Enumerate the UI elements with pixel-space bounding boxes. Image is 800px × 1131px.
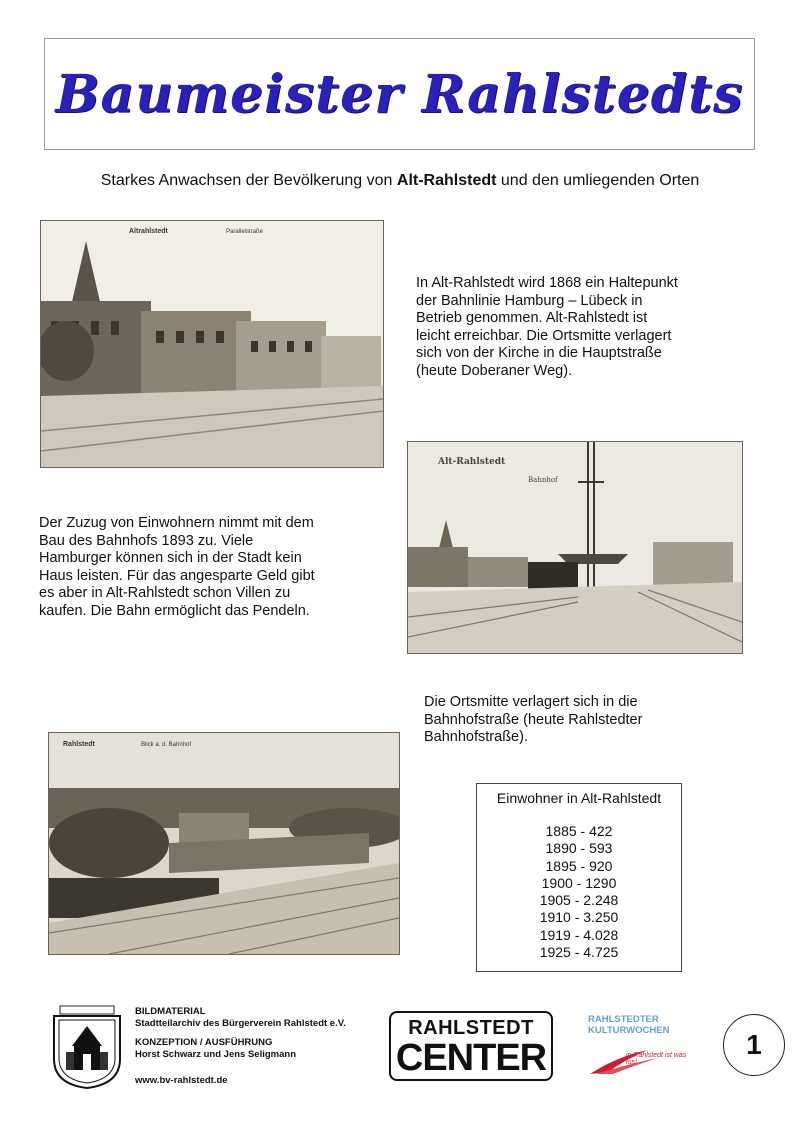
population-row: 1890 - 593 [545,840,613,857]
page-number: 1 [723,1014,785,1076]
credit-label: BILDMATERIAL [135,1006,206,1017]
website-link[interactable]: www.bv-rahlstedt.de [135,1075,228,1086]
population-row: 1900 - 1290 [541,874,617,891]
text-line: Hamburger können sich in der Stadt kein [39,550,302,566]
center-logo-bottom: CENTER [395,1037,547,1079]
text-line: Haus leisten. Für das angesparte Geld gibt [39,567,315,584]
text-line: Bau des Bahnhofs 1893 zu. Viele [39,532,254,549]
paragraph-haltepunkt [416,275,736,380]
population-row: 1905 - 2.248 [539,892,619,909]
subtitle-bold: Alt-Rahlstedt [396,172,497,189]
photo1-caption-right: Parallelstraße [226,229,264,235]
population-row: 1925 - 4.725 [539,944,619,961]
text-line: sich von der Kirche in die Hauptstraße [416,345,662,361]
page-title: Baumeister Rahlstedts [55,63,744,125]
subtitle-after: und den umliegenden Orten [496,172,700,189]
photo2-caption-right: Bahnhof [528,476,558,484]
photo-blick-bahnhof [48,732,400,955]
population-row: 1885 - 422 [545,823,613,839]
center-logo-top: RAHLSTEDT [408,1017,534,1039]
kw-slogan: in Rahlstedt ist was los! [626,1052,687,1066]
subtitle-before: Starkes Anwachsen der Bevölkerung von [100,172,397,189]
text-line: der Bahnlinie Hamburg – Lübeck in [416,292,643,309]
text-line: Bahnhofstraße). [424,729,528,745]
subtitle [0,172,800,190]
photo3-caption-left: Rahlstedt [63,741,95,748]
footer-credits [135,1006,385,1087]
text-line: (heute Doberaner Weg). [416,362,573,379]
text-line: Betrieb genommen. Alt-Rahlstedt ist [416,310,648,326]
text-line: leicht erreichbar. Die Ortsmitte verlagert [416,327,672,344]
population-table [476,783,682,972]
kw-swoosh-icon [588,1036,688,1076]
population-row: 1910 - 3.250 [539,909,619,926]
text-line: es aber in Alt-Rahlstedt schon Villen zu [39,585,291,601]
rahlstedt-center-logo [389,1011,553,1081]
credit-value: Stadtteilarchiv des Bürgerverein Rahlstedt e.V. [135,1018,346,1029]
photo2-caption-left: Alt-Rahlstedt [438,457,506,467]
text-line: In Alt-Rahlstedt wird 1868 ein Haltepunkt [416,275,678,291]
kw-line: KULTURWOCHEN [588,1025,670,1036]
photo1-caption-left: Altrahlstedt [129,228,168,235]
kulturwochen-logo [588,1014,698,1066]
paragraph-ortsmitte [424,694,724,747]
population-row: 1919 - 4.028 [539,926,619,943]
photo-parallelstrasse [40,220,384,468]
population-table-header: Einwohner in Alt-Rahlstedt [496,790,662,806]
paragraph-zuzug [39,515,359,620]
text-line: Bahnhofstraße (heute Rahlstedter [424,711,643,728]
credit-label: KONZEPTION / AUSFÜHRUNG [135,1037,273,1048]
photo3-caption-right: Blick a. d. Bahnhof [141,742,192,748]
text-line: Die Ortsmitte verlagert sich in die [424,694,638,710]
text-line: Der Zuzug von Einwohnern nimmt mit dem [39,515,314,531]
credit-value: Horst Schwarz und Jens Seligmann [135,1049,297,1060]
crest-logo [44,1004,130,1090]
kw-line: RAHLSTEDTER [588,1014,659,1025]
title-box [44,38,755,150]
population-row: 1895 - 920 [545,857,613,874]
text-line: kaufen. Die Bahn ermöglicht das Pendeln. [39,602,310,619]
photo-bahnhof [407,441,743,654]
